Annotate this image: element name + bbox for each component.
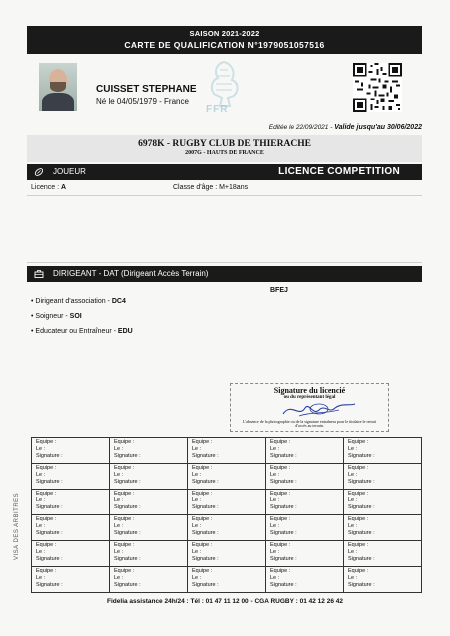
holder-birth: Né le 04/05/1979 - France	[96, 97, 189, 106]
visa-signature-label: Signature :	[114, 530, 141, 537]
visa-equipe-label: Equipe :	[114, 567, 135, 574]
visa-cell	[110, 515, 188, 541]
roles-list	[31, 298, 133, 343]
visa-signature-label: Signature :	[114, 478, 141, 485]
joueur-title: JOUEUR	[53, 167, 86, 176]
visa-le-label: Le :	[270, 471, 280, 478]
visa-signature-label: Signature :	[36, 478, 63, 485]
visa-equipe-label: Equipe :	[36, 516, 57, 523]
visa-equipe-label: Equipe :	[192, 516, 213, 523]
visa-equipe-label: Equipe :	[114, 464, 135, 471]
visa-equipe-label: Equipe :	[270, 567, 291, 574]
visa-le-label: Le :	[36, 471, 46, 478]
visa-cell	[266, 541, 344, 567]
visa-equipe-label: Equipe :	[192, 439, 213, 445]
visa-cell	[344, 541, 422, 567]
dirigeant-code: BFEJ	[270, 287, 288, 294]
visa-equipe-label: Equipe :	[36, 490, 57, 497]
ffr-logo-text: FFR	[206, 104, 229, 115]
joueur-section-header	[27, 164, 422, 180]
visa-signature-label: Signature :	[348, 530, 375, 537]
visa-cell	[32, 438, 110, 464]
visa-le-label: Le :	[348, 497, 358, 504]
licence-field	[31, 184, 66, 191]
role-label: Educateur ou Entraîneur -	[35, 328, 118, 335]
footer-contacts: Fidelia assistance 24h/24 : Tél : 01 47 11 12 00 - CGA RUGBY : 01 42 12 26 42	[107, 598, 343, 605]
visa-cell	[344, 438, 422, 464]
visa-row	[32, 566, 422, 592]
visa-signature-label: Signature :	[192, 555, 219, 562]
classe-field	[173, 184, 248, 191]
role-item: • Dirigeant d'association - DC4	[31, 298, 126, 305]
visa-row	[32, 463, 422, 489]
visa-signature-label: Signature :	[270, 555, 297, 562]
visa-signature-label: Signature :	[192, 504, 219, 511]
visa-row	[32, 515, 422, 541]
visa-equipe-label: Equipe :	[270, 542, 291, 549]
visa-le-label: Le :	[114, 445, 124, 452]
visa-cell	[188, 489, 266, 515]
visa-row	[32, 438, 422, 464]
edition-line	[269, 124, 422, 131]
role-label: Soigneur -	[35, 313, 70, 320]
visa-signature-label: Signature :	[270, 452, 297, 459]
visa-equipe-label: Equipe :	[348, 439, 369, 445]
visa-label: VISA DES ARBITRES	[14, 492, 20, 560]
visa-equipe-label: Equipe :	[114, 439, 135, 445]
visa-equipe-label: Equipe :	[270, 516, 291, 523]
visa-equipe-label: Equipe :	[270, 439, 291, 445]
visa-cell	[344, 515, 422, 541]
visa-equipe-label: Equipe :	[270, 490, 291, 497]
visa-cell	[266, 489, 344, 515]
visa-cell	[110, 541, 188, 567]
card-number: CARTE DE QUALIFICATION N°1979051057516	[124, 40, 325, 50]
visa-equipe-label: Equipe :	[192, 490, 213, 497]
edition-date: Editée le 22/09/2021 -	[268, 124, 335, 131]
visa-signature-label: Signature :	[192, 530, 219, 537]
visa-signature-label: Signature :	[36, 555, 63, 562]
visa-cell	[110, 489, 188, 515]
visa-le-label: Le :	[192, 497, 202, 504]
briefcase-icon	[34, 269, 44, 279]
visa-signature-label: Signature :	[192, 478, 219, 485]
divider	[27, 262, 422, 263]
visa-le-label: Le :	[114, 549, 124, 556]
dirigeant-title: DIRIGEANT - DAT (Dirigeant Accès Terrain)	[53, 269, 209, 278]
visa-equipe-label: Equipe :	[36, 464, 57, 471]
licence-label: Licence :	[31, 184, 61, 191]
visa-le-label: Le :	[270, 445, 280, 452]
visa-le-label: Le :	[114, 523, 124, 530]
visa-signature-label: Signature :	[348, 478, 375, 485]
visa-cell	[344, 463, 422, 489]
visa-cell	[188, 566, 266, 592]
licence-type: LICENCE COMPETITION	[278, 166, 400, 177]
visa-cell	[110, 566, 188, 592]
classe-label: Classe d'âge :	[173, 184, 220, 191]
visa-signature-label: Signature :	[36, 504, 63, 511]
visa-cell	[32, 566, 110, 592]
visa-signature-label: Signature :	[36, 581, 63, 588]
visa-le-label: Le :	[192, 549, 202, 556]
visa-signature-label: Signature :	[348, 581, 375, 588]
licence-value: A	[60, 184, 67, 191]
visa-cell	[266, 463, 344, 489]
visa-le-label: Le :	[36, 523, 46, 530]
visa-signature-label: Signature :	[348, 555, 375, 562]
visa-le-label: Le :	[36, 574, 46, 581]
visa-le-label: Le :	[348, 471, 358, 478]
visa-cell	[32, 463, 110, 489]
qr-code-icon	[353, 63, 402, 112]
visa-signature-label: Signature :	[270, 581, 297, 588]
visa-cell	[110, 438, 188, 464]
visa-cell	[32, 515, 110, 541]
signature-title: Signature du licencié	[273, 386, 346, 395]
validity-date: Valide jusqu'au 30/06/2022	[334, 124, 422, 131]
season-label: SAISON 2021-2022	[189, 29, 260, 38]
visa-signature-label: Signature :	[36, 530, 63, 537]
dirigeant-section-header	[27, 266, 422, 282]
role-code: EDU	[117, 328, 133, 335]
visa-equipe-label: Equipe :	[192, 567, 213, 574]
visa-signature-label: Signature :	[114, 555, 141, 562]
visa-le-label: Le :	[270, 497, 280, 504]
visa-equipe-label: Equipe :	[348, 516, 369, 523]
role-label: Dirigeant d'association -	[35, 298, 112, 305]
visa-signature-label: Signature :	[192, 581, 219, 588]
club-name: 6978K - RUGBY CLUB DE THIERACHE	[138, 139, 311, 149]
visa-signature-label: Signature :	[114, 452, 141, 459]
handwritten-signature-icon	[279, 398, 359, 420]
club-region: 2007G - HAUTS DE FRANCE	[185, 150, 264, 156]
visa-le-label: Le :	[36, 549, 46, 556]
visa-cell	[344, 489, 422, 515]
rugby-ball-icon	[34, 167, 44, 177]
visa-equipe-label: Equipe :	[114, 542, 135, 549]
holder-photo	[39, 63, 77, 111]
visa-signature-label: Signature :	[192, 452, 219, 459]
visa-le-label: Le :	[36, 445, 46, 452]
role-code: SOI	[69, 313, 82, 320]
visa-le-label: Le :	[36, 497, 46, 504]
visa-le-label: Le :	[192, 445, 202, 452]
visa-signature-label: Signature :	[36, 452, 63, 459]
visa-signature-label: Signature :	[114, 581, 141, 588]
signature-note: L'absence de la photographie ou de la signature entraînera pour le titulaire le retrait d'accès au terrain.	[243, 419, 376, 429]
visa-cell	[110, 463, 188, 489]
visa-cell	[344, 566, 422, 592]
visa-le-label: Le :	[348, 445, 358, 452]
signature-box	[230, 383, 389, 432]
visa-cell	[266, 515, 344, 541]
classe-value: M+18ans	[219, 184, 249, 191]
visa-cell	[266, 566, 344, 592]
club-band	[27, 135, 422, 162]
visa-equipe-label: Equipe :	[348, 542, 369, 549]
visa-cell	[188, 463, 266, 489]
visa-le-label: Le :	[192, 471, 202, 478]
visa-cell	[188, 515, 266, 541]
visa-row	[32, 541, 422, 567]
visa-le-label: Le :	[348, 523, 358, 530]
role-item: • Educateur ou Entraîneur - EDU	[31, 328, 133, 335]
visa-equipe-label: Equipe :	[270, 464, 291, 471]
visa-equipe-label: Equipe :	[348, 464, 369, 471]
divider	[27, 195, 422, 196]
visa-cell	[266, 438, 344, 464]
visa-equipe-label: Equipe :	[114, 516, 135, 523]
visa-signature-label: Signature :	[114, 504, 141, 511]
visa-le-label: Le :	[114, 574, 124, 581]
visa-equipe-label: Equipe :	[36, 542, 57, 549]
role-code: DC4	[111, 298, 126, 305]
visa-grid	[31, 437, 422, 593]
visa-equipe-label: Equipe :	[36, 439, 57, 445]
role-item: • Soigneur - SOI	[31, 313, 82, 320]
visa-le-label: Le :	[348, 574, 358, 581]
visa-signature-label: Signature :	[348, 504, 375, 511]
visa-le-label: Le :	[270, 549, 280, 556]
visa-le-label: Le :	[192, 574, 202, 581]
visa-equipe-label: Equipe :	[114, 490, 135, 497]
visa-cell	[188, 438, 266, 464]
visa-cell	[32, 541, 110, 567]
visa-le-label: Le :	[114, 471, 124, 478]
visa-le-label: Le :	[270, 523, 280, 530]
visa-equipe-label: Equipe :	[348, 567, 369, 574]
visa-row	[32, 489, 422, 515]
visa-equipe-label: Equipe :	[348, 490, 369, 497]
visa-signature-label: Signature :	[270, 478, 297, 485]
visa-cell	[32, 489, 110, 515]
visa-equipe-label: Equipe :	[192, 542, 213, 549]
visa-le-label: Le :	[348, 549, 358, 556]
visa-signature-label: Signature :	[348, 452, 375, 459]
card-header	[27, 26, 422, 54]
visa-equipe-label: Equipe :	[192, 464, 213, 471]
visa-cell	[188, 541, 266, 567]
visa-signature-label: Signature :	[270, 504, 297, 511]
visa-le-label: Le :	[114, 497, 124, 504]
visa-le-label: Le :	[270, 574, 280, 581]
visa-signature-label: Signature :	[270, 530, 297, 537]
holder-name: CUISSET STEPHANE	[96, 84, 197, 95]
visa-equipe-label: Equipe :	[36, 567, 57, 574]
visa-le-label: Le :	[192, 523, 202, 530]
signature-subtitle: ou du représentant légal	[283, 395, 336, 400]
